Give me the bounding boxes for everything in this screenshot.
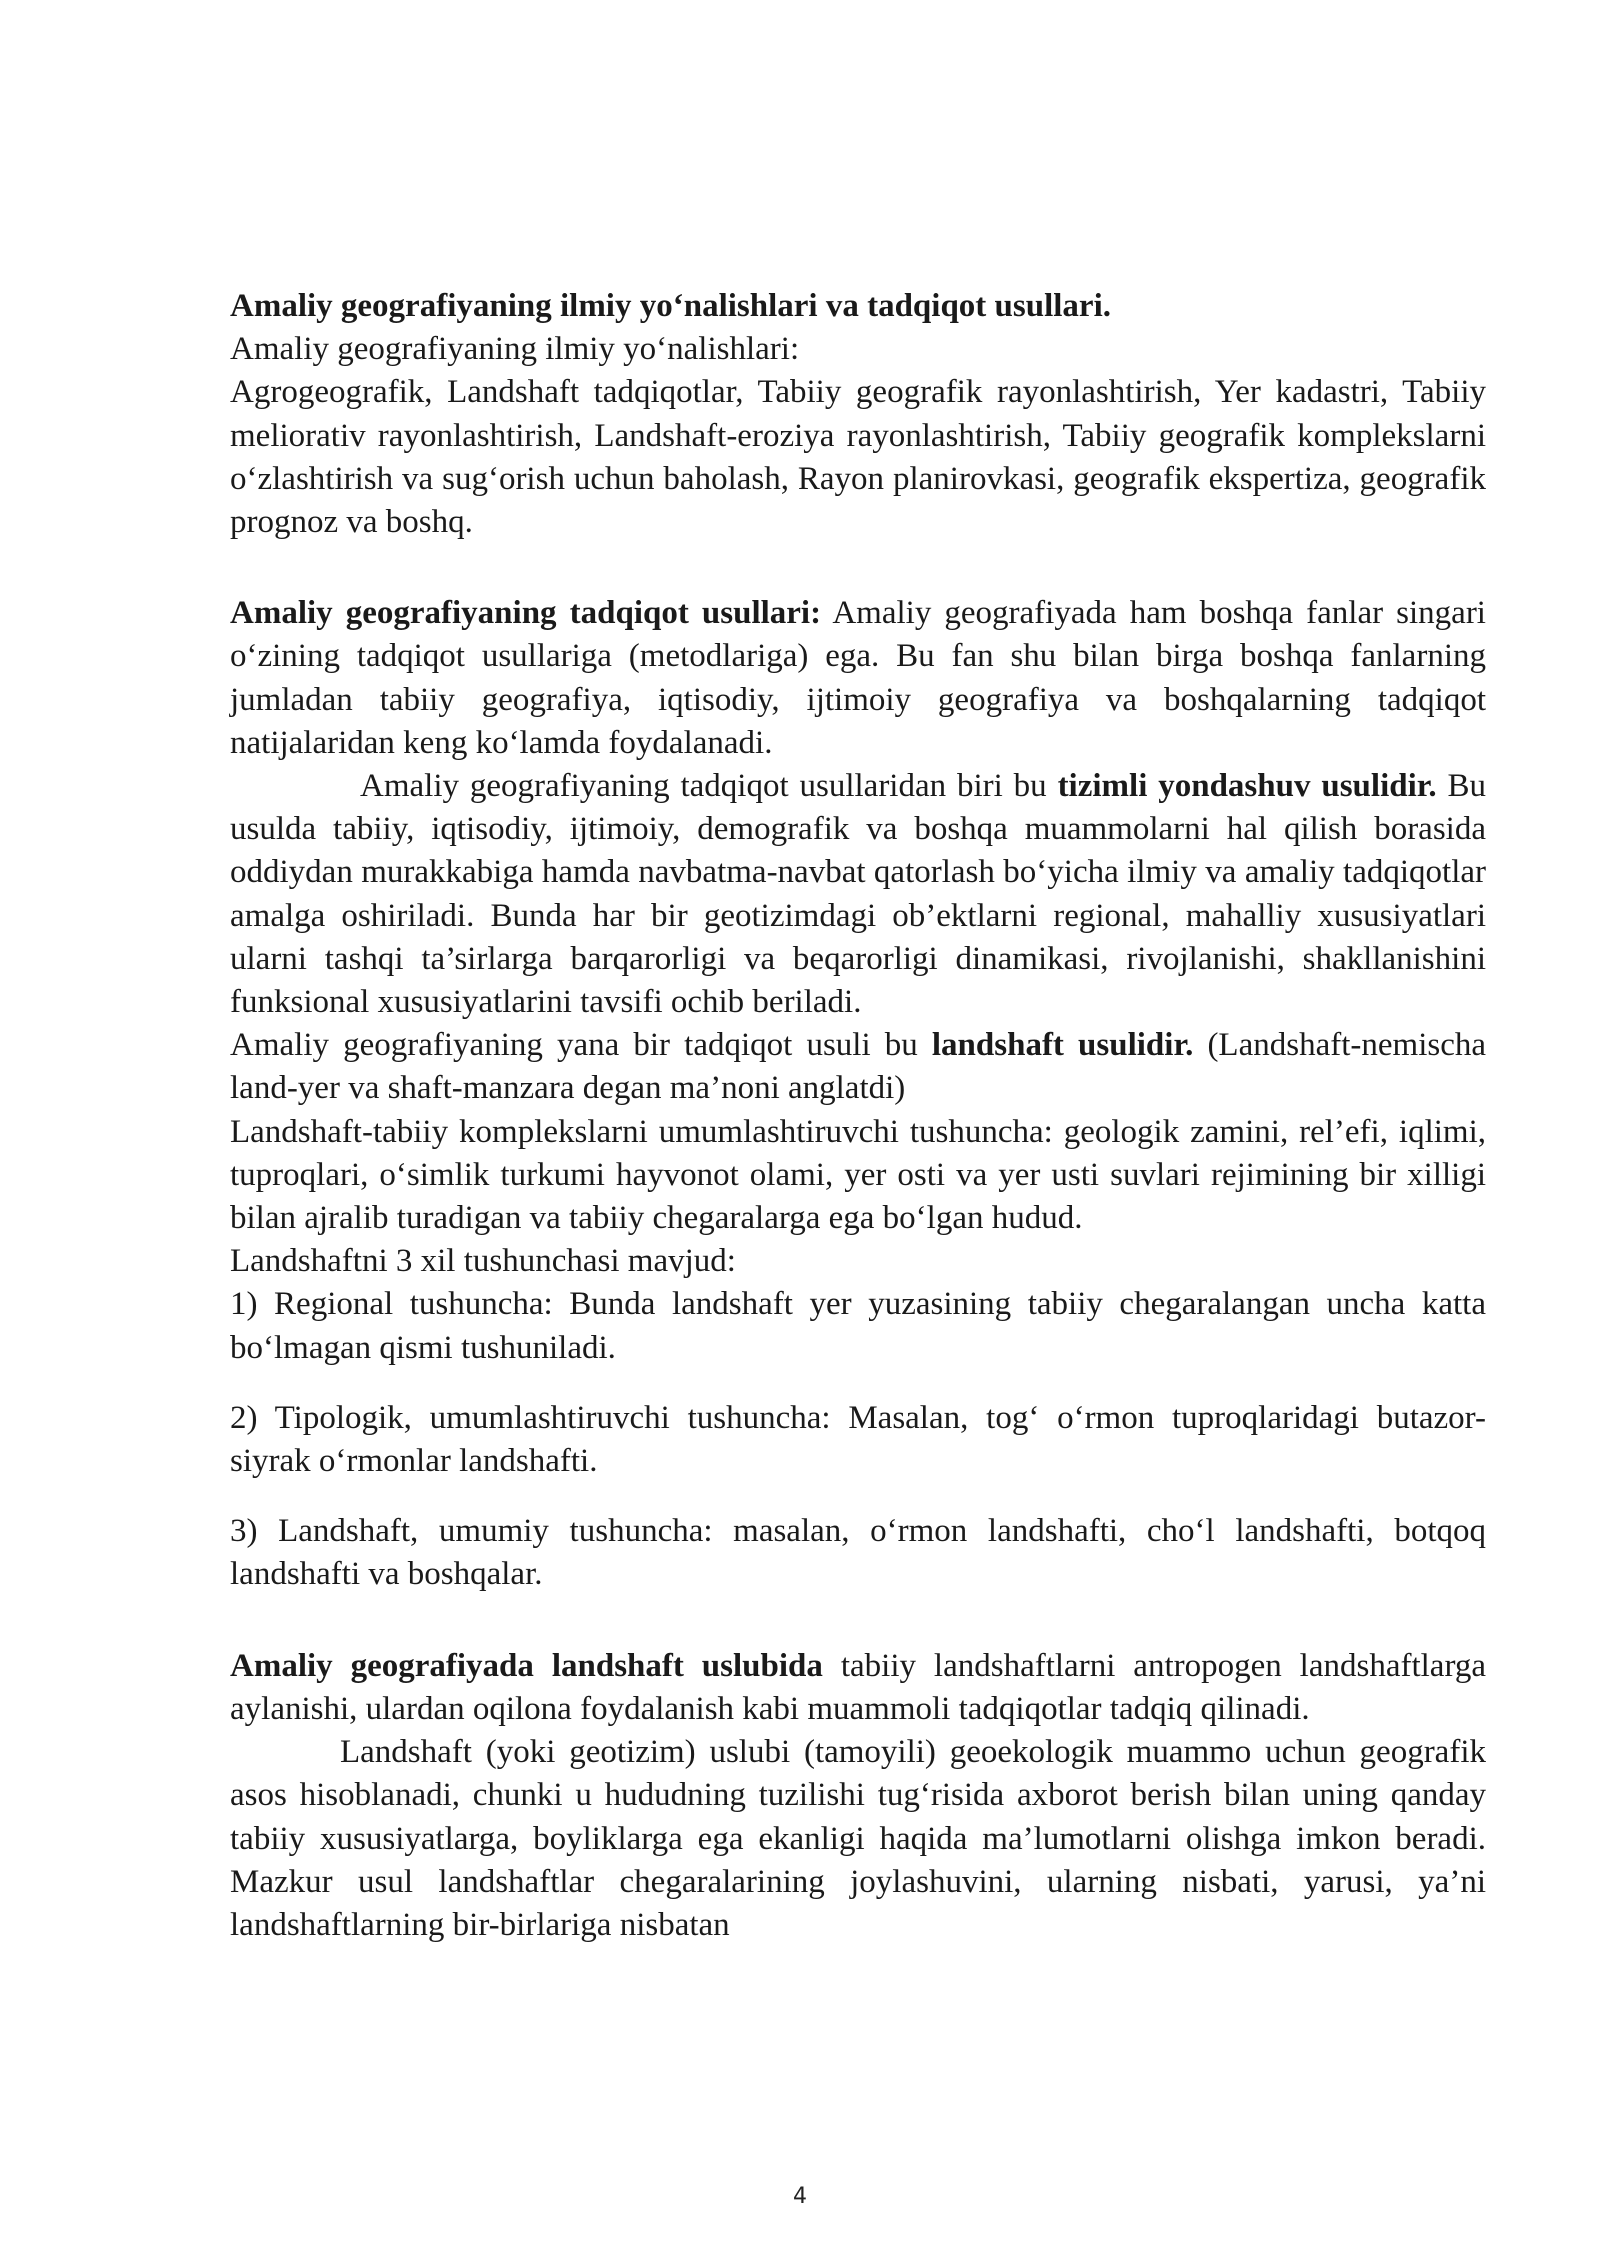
- systemic-text: Bu usulda tabiiy, iqtisodiy, ijtimoiy, demografik va boshqa muammolarni hal qilish borasida oddiydan murakkabiga hamda navbatma-navbat qatorlash bo‘yicha ilmiy va amaliy tadqiqotlar amalga oshiriladi. Bunda har bir geotizimdagi ob’ektlarni regional, mahalliy xususiyatlari ularni tashqi ta’sirlarga barqarorligi va beqarorligi dinamikasi, rivojlanishi, shakllanishini funksional xususiyatlarini tavsifi ochib beriladi.: [230, 768, 1487, 1021]
- landscape-method-paragraph: [230, 1024, 1486, 1110]
- directions-paragraph: Agrogeografik, Landshaft tadqiqotlar, Tabiiy geografik rayonlashtirish, Yer kadastri, Tabiiy meliorativ rayonlashtirish, Landshaft-eroziya rayonlashtirish, Tabiiy geografik komplekslarni o‘zlashtirish va sug‘orish uchun baholash, Rayon planirovkasi, geografik ekspertiza, geografik prognoz va boshq.: [230, 374, 1486, 541]
- methods-heading: Amaliy geografiyaning tadqiqot usullari:: [230, 595, 822, 632]
- landscape-style-paragraph: [230, 1645, 1486, 1731]
- concepts-intro: Landshaftni 3 xil tushunchasi mavjud:: [230, 1243, 736, 1280]
- landscape-style-text: tabiiy landshaftlarni antropogen landshaftlarga aylanishi, ulardan oqilona foydalanish kabi muammoli tadqiqotlar tadqiq qilinadi.: [230, 1647, 1486, 1727]
- methods-text: Amaliy geografiyada ham boshqa fanlar singari o‘zining tadqiqot usullariga (metodlariga) ega. Bu fan shu bilan birga boshqa fanlarning jumladan tabiiy geografiya, iqtisodiy, ijtimoiy geografiya va boshqalarning tadqiqot natijalaridan keng ko‘lamda foydalanadi.: [230, 595, 1486, 761]
- concept-item-3: 3) Landshaft, umumiy tushuncha: masalan, o‘rmon landshafti, cho‘l landshafti, botqoq landshafti va boshqalar.: [230, 1513, 1486, 1593]
- landscape-style-bold: Amaliy geografiyada landshaft uslubida: [230, 1647, 823, 1684]
- landscape-definition-paragraph: Landshaft-tabiiy komplekslarni umumlashtiruvchi tushuncha: geologik zamini, rel’efi, iqlimi, tuproqlari, o‘simlik turkumi hayvonot olami, yer osti va yer usti suvlari rejimining bir xilligi bilan ajralib turadigan va tabiiy chegaralarga ega bo‘lgan hudud.: [230, 1113, 1486, 1237]
- section-title: Amaliy geografiyaning ilmiy yo‘nalishlari va tadqiqot usullari.: [230, 288, 1111, 324]
- page-number: 4: [793, 2184, 807, 2209]
- landscape-method-bold: landshaft usulidir.: [931, 1027, 1194, 1064]
- concept-item-1: 1) Regional tushuncha: Bunda landshaft yer yuzasining tabiiy chegaralangan uncha katta bo‘lmagan qismi tushuniladi.: [230, 1286, 1486, 1366]
- landscape-method-intro: Amaliy geografiyaning yana bir tadqiqot usuli bu: [230, 1027, 932, 1064]
- directions-subtitle: Amaliy geografiyaning ilmiy yo‘nalishlari:: [230, 331, 800, 368]
- landscape-method-text: (Landshaft-nemischa land-yer va shaft-manzara degan ma’noni anglatdi): [230, 1027, 1486, 1107]
- systemic-paragraph: [230, 765, 1486, 1024]
- document-page: [230, 285, 1486, 1947]
- systemic-intro: Amaliy geografiyaning tadqiqot usullaridan biri bu: [360, 768, 1058, 805]
- methods-paragraph: [230, 592, 1486, 765]
- last-paragraph: Landshaft (yoki geotizim) uslubi (tamoyili) geoekologik muammo uchun geografik asos hisoblanadi, chunki u hududning tuzilishi tug‘risida axborot berish bilan uning qanday tabiiy xususiyatlarga, boyliklarga ega ekanligi haqida ma’lumotlarni olishga imkon beradi. Mazkur usul landshaftlar chegaralarining joylashuvini, ularning nisbati, yarusi, ya’ni landshaftlarning bir-birlariga nisbatan: [230, 1734, 1486, 1943]
- concept-item-2: 2) Tipologik, umumlashtiruvchi tushuncha: Masalan, tog‘ o‘rmon tuproqlaridagi butazor-siyrak o‘rmonlar landshafti.: [230, 1399, 1486, 1480]
- systemic-bold: tizimli yondashuv usulidir.: [1057, 768, 1437, 805]
